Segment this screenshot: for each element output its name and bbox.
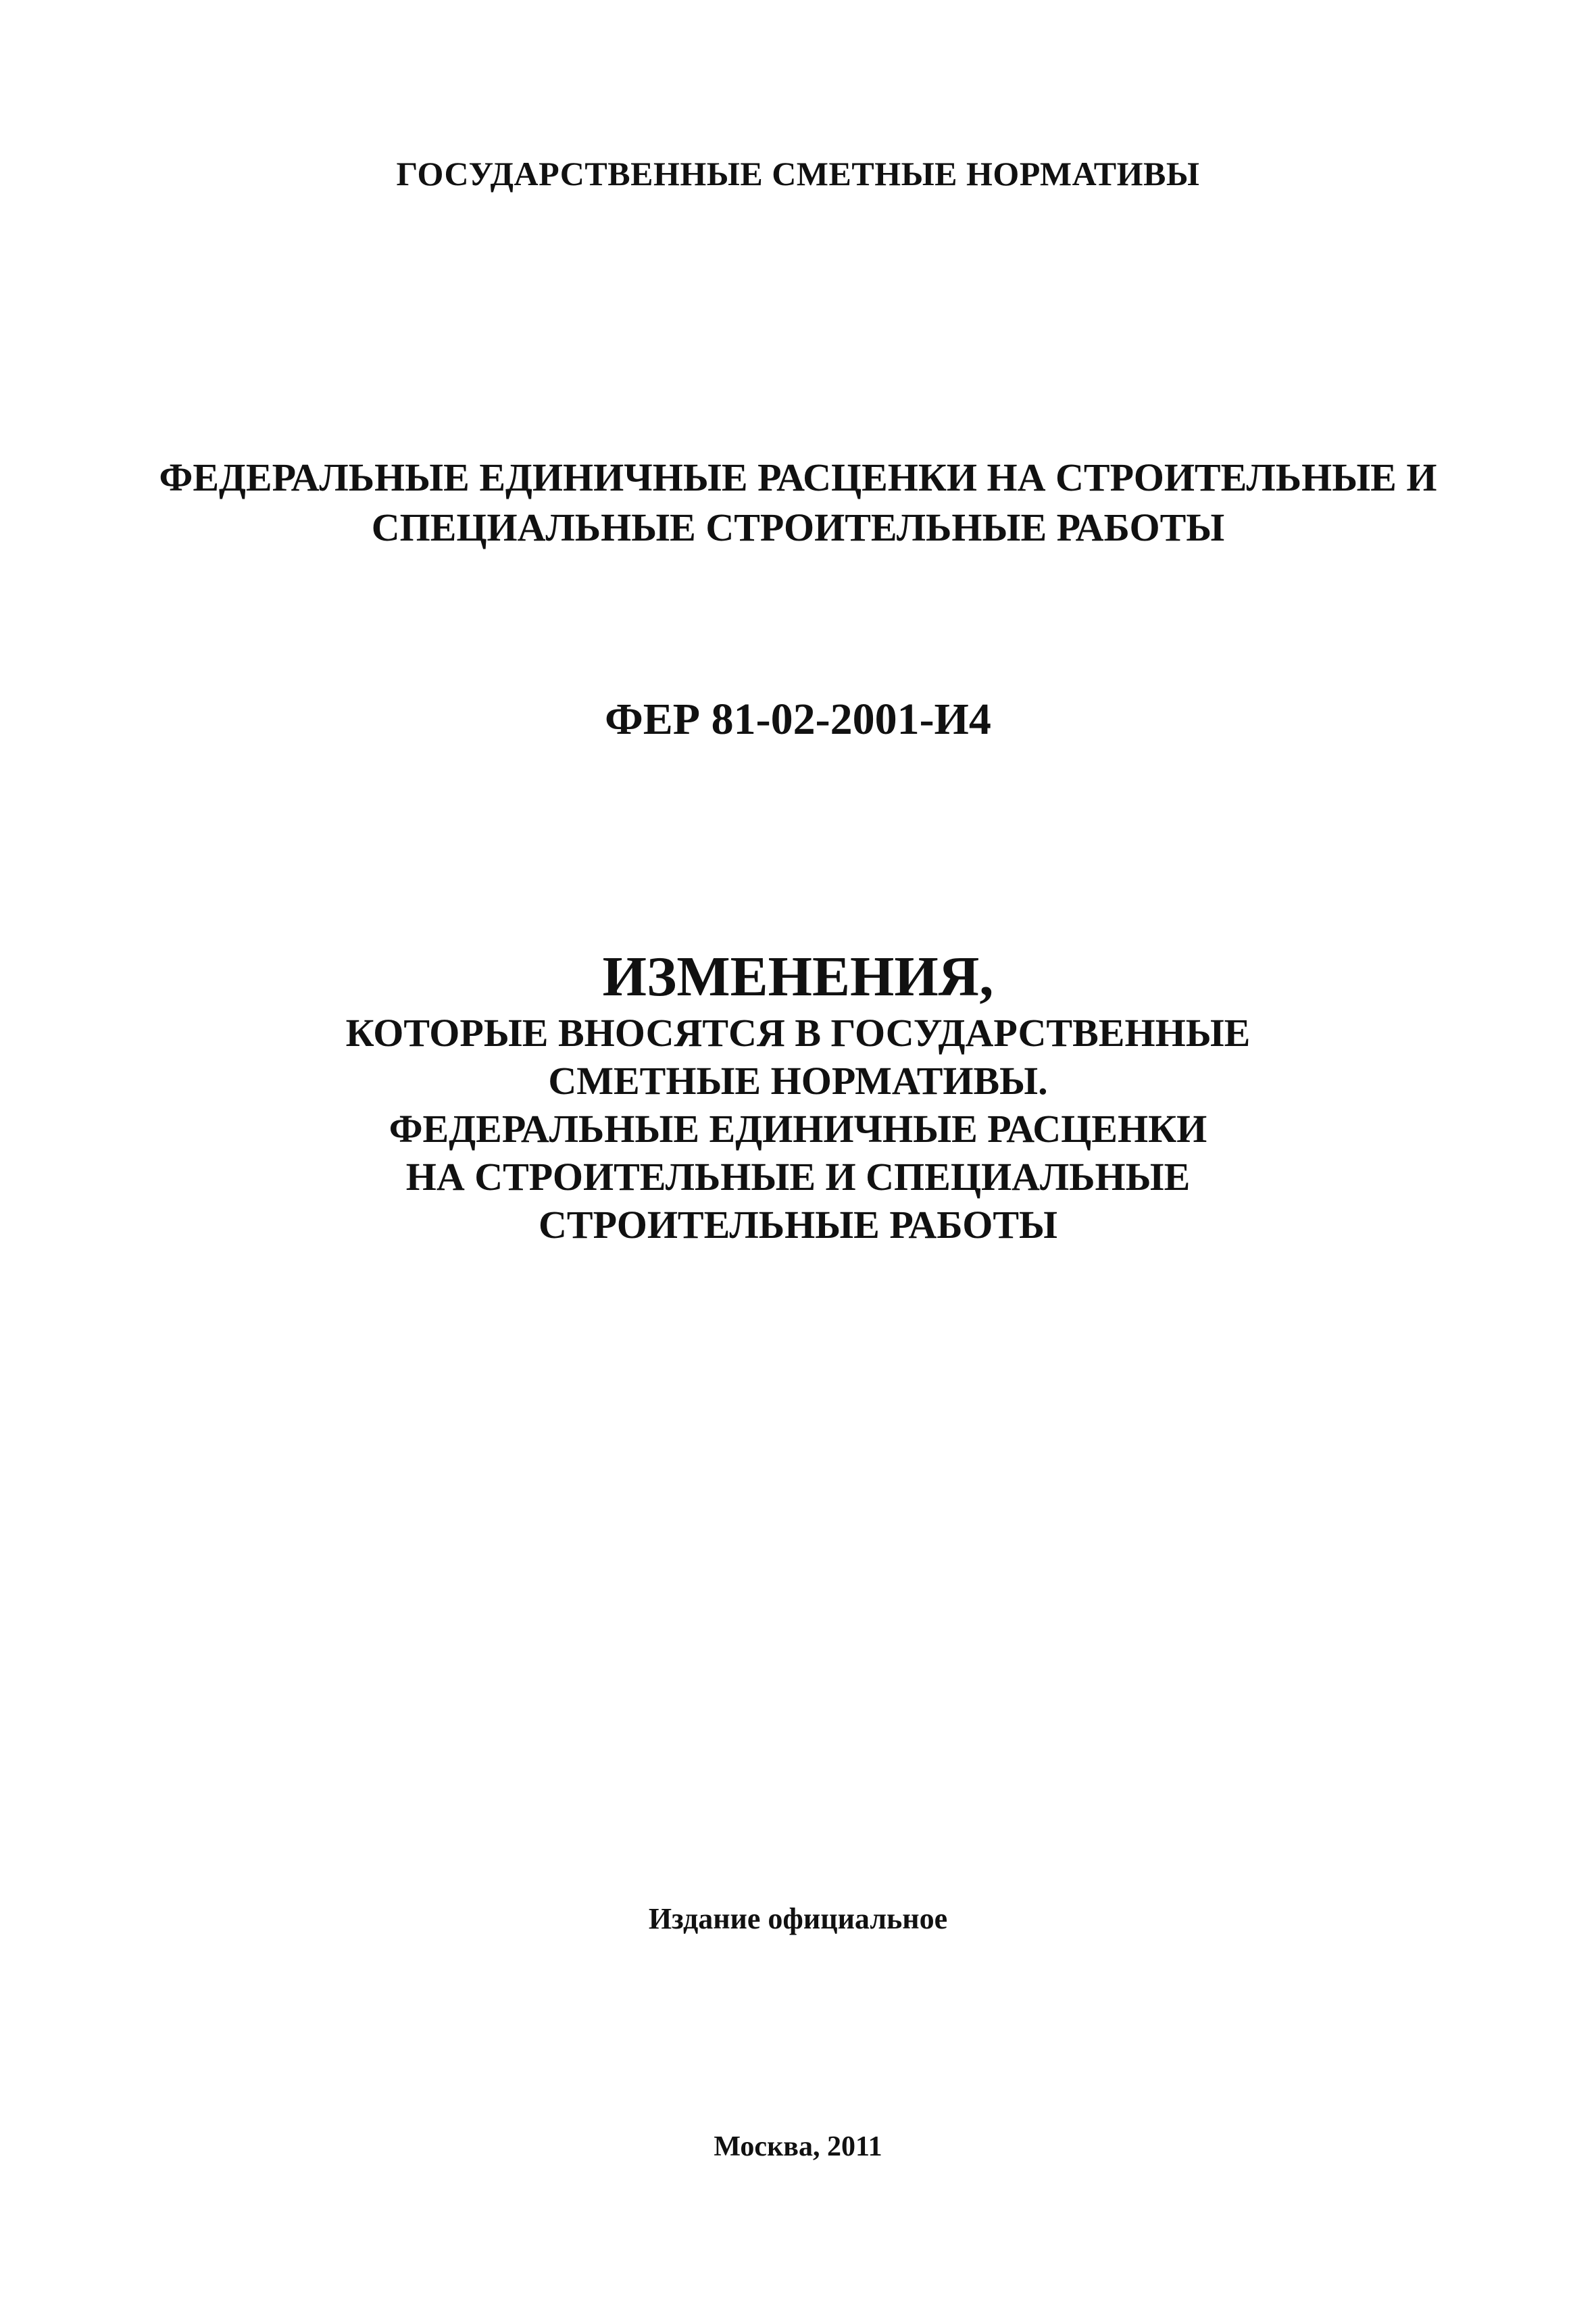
changes-line-2: СМЕТНЫЕ НОРМАТИВЫ. bbox=[548, 1059, 1048, 1103]
changes-line-3: ФЕДЕРАЛЬНЫЕ ЕДИНИЧНЫЕ РАСЦЕНКИ bbox=[389, 1107, 1207, 1151]
changes-heading: ИЗМЕНЕНИЯ, bbox=[602, 945, 994, 1008]
place-year: Москва, 2011 bbox=[714, 2131, 882, 2162]
changes-line-4: НА СТРОИТЕЛЬНЫЕ И СПЕЦИАЛЬНЫЕ bbox=[405, 1155, 1191, 1199]
document-code: ФЕР 81-02-2001-И4 bbox=[605, 695, 991, 744]
series-header: ГОСУДАРСТВЕННЫЕ СМЕТНЫЕ НОРМАТИВЫ bbox=[396, 155, 1200, 193]
changes-line-5: СТРОИТЕЛЬНЫЕ РАБОТЫ bbox=[539, 1203, 1057, 1247]
document-title-line-2: СПЕЦИАЛЬНЫЕ СТРОИТЕЛЬНЫЕ РАБОТЫ bbox=[371, 505, 1225, 549]
changes-line-1: КОТОРЫЕ ВНОСЯТСЯ В ГОСУДАРСТВЕННЫЕ bbox=[345, 1011, 1251, 1055]
edition-label: Издание официальное bbox=[648, 1902, 948, 1935]
document-title-line-1: ФЕДЕРАЛЬНЫЕ ЕДИНИЧНЫЕ РАСЦЕНКИ НА СТРОИТЕЛЬНЫЕ И bbox=[159, 455, 1437, 499]
